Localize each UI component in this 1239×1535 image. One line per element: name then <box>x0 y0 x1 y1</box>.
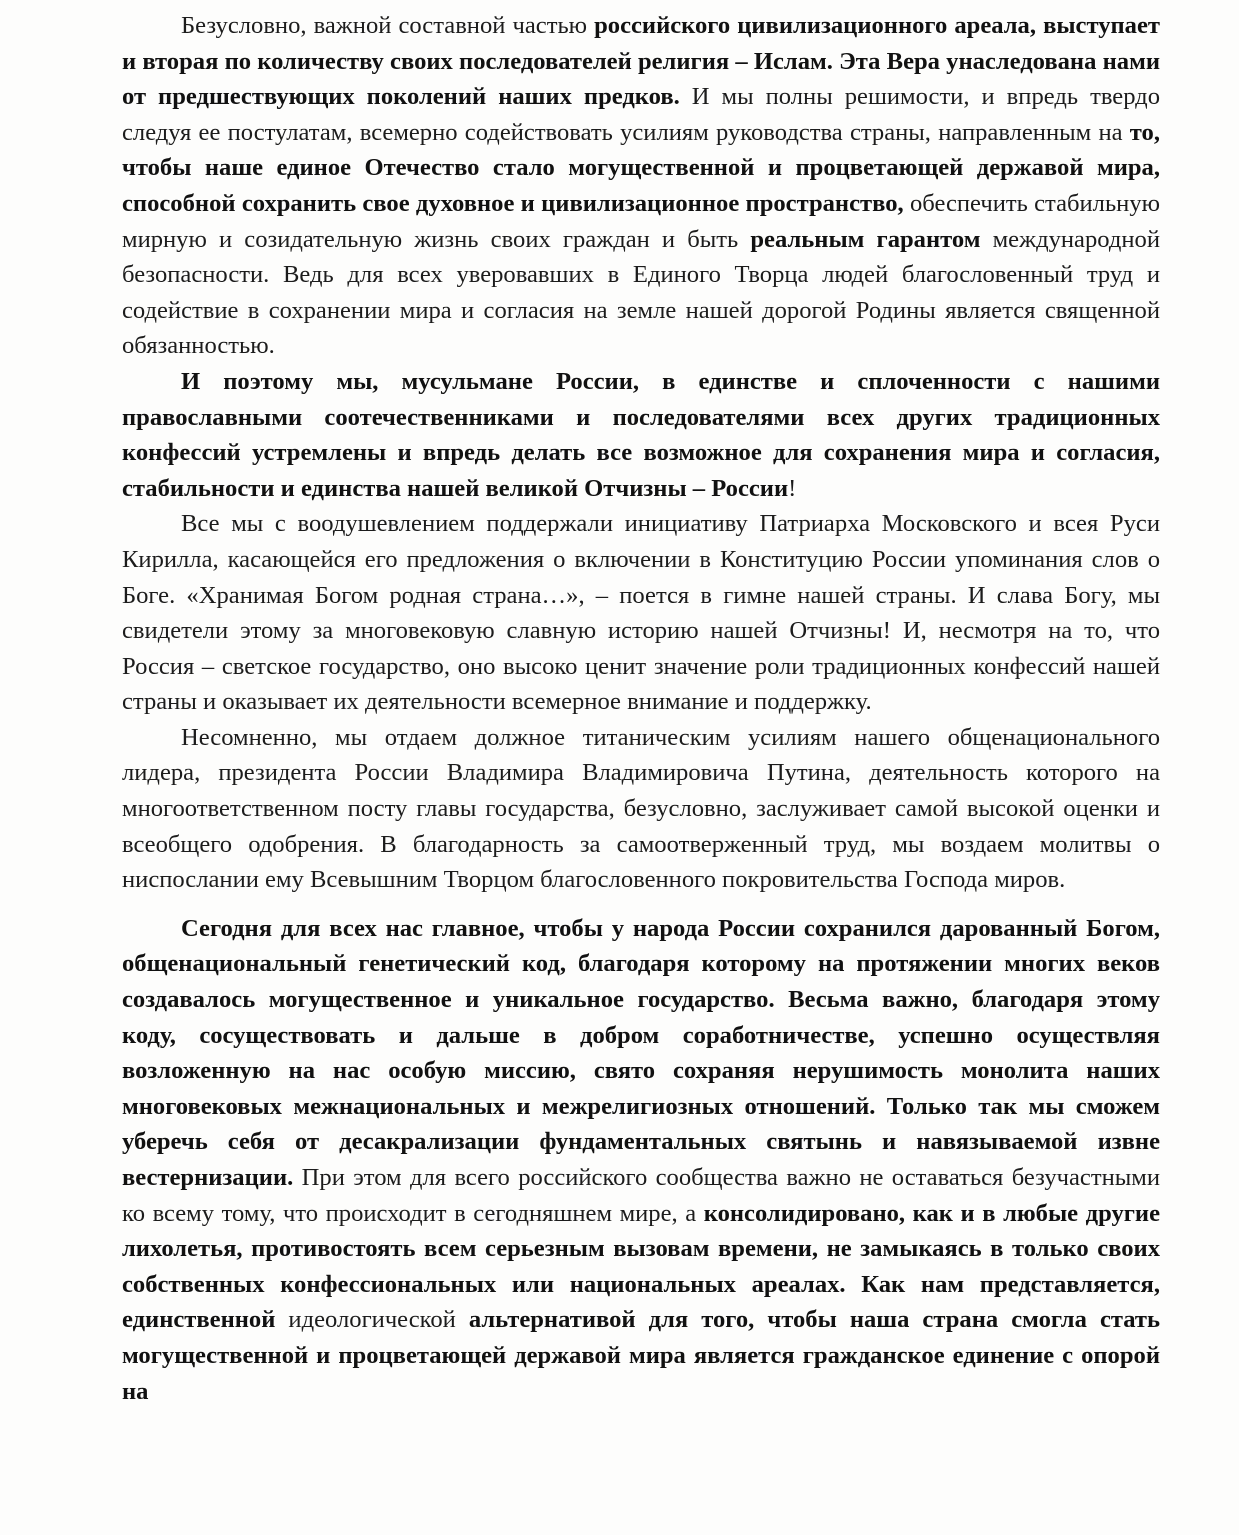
paragraph-1 <box>122 8 1160 364</box>
text-run: Все мы с воодушевлением поддержали инициативу Патриарха Московского и всея Руси Кирилла, касающейся его предложения о включении в Конституцию России упоминания слов о Боге. «Хранимая Богом родная страна…», – поется в гимне нашей страны. И слава Богу, мы свидетели этому за многовековую славную историю нашей Отчизны! И, несмотря на то, что Россия – светское государство, оно высоко ценит значение роли традиционных конфессий нашей страны и оказывает их деятельности всемерное внимание и поддержку. <box>122 510 1160 716</box>
paragraph-5 <box>122 911 1160 1409</box>
bold-text-run: реальным гарантом <box>750 225 981 253</box>
bold-text-run: то, чтобы наше единое Отечество стало могущественной и процветающей державой мира, способной сохранить свое духовное и цивилизационное пространство, <box>122 118 1160 217</box>
bold-text-run: альтернативой для того, чтобы наша страна смогла стать могущественной и процветающей державой мира является гражданское единение с опорой на <box>122 1306 1160 1405</box>
bold-text-run: российского цивилизационного ареала, выступает и вторая по количеству своих последователей религия – Ислам. Эта Вера унаследована нами от предшествующих поколений наших предков. <box>122 12 1160 111</box>
text-run: При этом для всего российского сообщества важно не оставаться безучастными ко всему тому, что происходит в сегодняшнем мире, а <box>122 1164 1160 1227</box>
document-page <box>122 8 1160 1409</box>
text-run: И мы полны решимости, и впредь твердо следуя ее постулатам, всемерно содействовать усилиям руководства страны, направленным на <box>122 83 1160 146</box>
text-run: международной безопасности. Ведь для всех уверовавших в Единого Творца людей благословенный труд и содействие в сохранении мира и согласия на земле нашей дорогой Родины является священной обязанностью. <box>122 225 1160 360</box>
bold-text-run: консолидировано, как и в любые другие лихолетья, противостоять всем серьезным вызовам времени, не замыкаясь в только своих собственных конфессиональных или национальных ареалах. Как нам представляется, единственной <box>122 1199 1160 1334</box>
paragraph-spacer <box>122 898 1160 911</box>
text-run: обеспечить стабильную мирную и созидательную жизнь своих граждан и быть <box>122 189 1161 253</box>
text-run: идеологической <box>275 1306 469 1334</box>
text-run: Безусловно, важной составной частью <box>181 12 595 39</box>
text-run: Несомненно, мы отдаем должное титаническим усилиям нашего общенационального лидера, президента России Владимира Владимировича Путина, деятельность которого на многоответственном посту главы государства, безусловно, заслуживает самой высокой оценки и всеобщего одобрения. В благодарность за самоотверженный труд, мы воздаем молитвы о ниспослании ему Всевышним Творцом благословенного покровительства Господа миров. <box>122 723 1160 894</box>
paragraph-2 <box>122 364 1160 506</box>
text-run: ! <box>788 474 797 502</box>
paragraph-4 <box>122 720 1160 898</box>
bold-text-run: Сегодня для всех нас главное, чтобы у народа России сохранился дарованный Богом, общенациональный генетический код, благодаря которому на протяжении многих веков создавалось могущественное и уникальное государство. Весьма важно, благодаря этому коду, сосуществовать и дальше в добром соработничестве, успешно осуществляя возложенную на нас особую миссию, свято сохраняя нерушимость монолита наших многовековых межнациональных и межрелигиозных отношений. Только так мы сможем уберечь себя от десакрализации фундаментальных святынь и навязываемой извне вестернизации. <box>122 914 1160 1191</box>
paragraph-3 <box>122 506 1160 720</box>
bold-text-run: И поэтому мы, мусульмане России, в единстве и сплоченности с нашими православными соотечественниками и последователями всех других традиционных конфессий устремлены и впредь делать все возможное для сохранения мира и согласия, стабильности и единства нашей великой Отчизны – России <box>122 367 1160 502</box>
